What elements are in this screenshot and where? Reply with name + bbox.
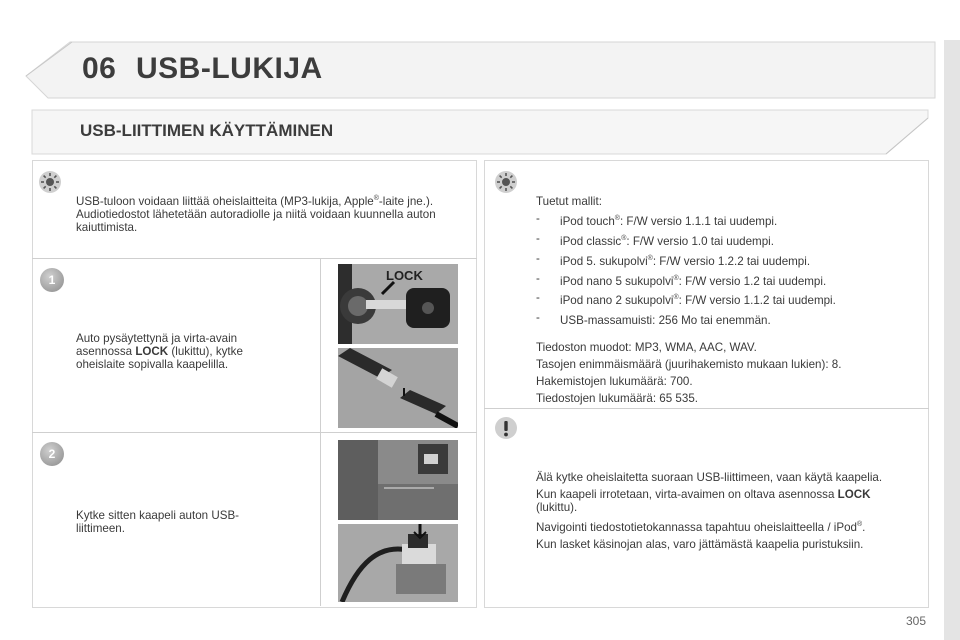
step-1-text [76, 332, 276, 371]
step-1-badge: 1 [40, 268, 64, 292]
dirs-text: Hakemistojen lukumäärä: 700. [536, 375, 693, 389]
list-dash: - [536, 251, 540, 265]
usb-cable-photo [338, 348, 458, 428]
model-item [536, 309, 916, 329]
warning-line-3 [536, 516, 921, 536]
model-sup: ® [614, 215, 620, 222]
model-name: USB-massamuisti: 256 Mo tai enemmän. [560, 314, 771, 328]
list-dash: - [536, 311, 540, 325]
warning-line-4: Kun lasket käsinojan alas, varo jättämästä kaapelia puristuksiin. [536, 537, 864, 551]
lock-label: LOCK [386, 268, 423, 283]
right-divider [484, 408, 929, 409]
warning-line-3-sup: ® [856, 521, 863, 528]
warning-line-3-pre: Navigointi tiedostotietokannassa tapahtuu oheislaitteella / iPod [536, 520, 857, 534]
list-dash: - [536, 271, 540, 285]
intro-text-post: -laite jne.). Audiotiedostot lähetetään autoradiolle ja niitä voidaan kuunnella auton kaiuttimista. [76, 194, 436, 234]
step-2-badge: 2 [40, 442, 64, 466]
intro-text-sup: ® [373, 195, 379, 202]
list-dash: - [536, 231, 540, 245]
model-name: iPod nano 5 sukupolvi [560, 274, 674, 288]
usb-port-photo [338, 524, 458, 602]
warning-line-2-bold: LOCK [837, 488, 871, 501]
intro-text-pre: USB-tuloon voidaan liittää oheislaitteita (MP3-lukija, Apple [76, 194, 374, 208]
model-sup: ® [673, 294, 679, 302]
model-name: iPod 5. sukupolvi [560, 254, 648, 268]
warning-icon [494, 416, 518, 440]
model-firmware: : F/W versio 1.2 tai uudempi. [678, 274, 827, 288]
files-text: Tiedostojen lukumäärä: 65 535. [536, 392, 698, 406]
model-item [536, 289, 916, 309]
model-item [536, 250, 916, 270]
warning-line-1: Älä kytke oheislaitetta suoraan USB-liittimeen, vaan käytä kaapelia. [536, 471, 883, 484]
warning-line-2-post: (lukittu). [536, 501, 578, 514]
model-name: iPod classic [560, 234, 622, 248]
model-list [536, 210, 916, 329]
info-lamp-icon-right [494, 170, 518, 194]
model-firmware: : F/W versio 1.1.1 tai uudempi. [619, 214, 778, 228]
step-1-text-bold: LOCK [135, 345, 169, 358]
model-sup: ® [673, 274, 679, 282]
section-title: USB-LIITTIMEN KÄYTTÄMINEN [80, 121, 334, 140]
list-dash: - [536, 212, 540, 225]
model-item [536, 230, 916, 250]
model-sup: ® [621, 234, 627, 242]
chapter-number: 06 [82, 52, 117, 85]
list-dash: - [536, 291, 540, 305]
step-1-text-post: (lukittu), kytke oheislaite sopivalla kaapelilla. [76, 345, 243, 371]
levels-text: Tasojen enimmäismäärä (juurihakemisto mukaan lukien): 8. [536, 358, 842, 372]
model-name: iPod nano 2 sukupolvi [560, 294, 674, 308]
model-firmware: : F/W versio 1.2.2 tai uudempi. [652, 254, 811, 268]
model-firmware: : F/W versio 1.0 tai uudempi. [626, 234, 774, 248]
formats-text: Tiedoston muodot: MP3, WMA, AAC, WAV. [536, 341, 757, 355]
model-sup: ® [647, 254, 653, 262]
chapter-title: USB-LUKIJA [136, 52, 323, 85]
info-lamp-icon [38, 170, 62, 194]
left-vline [320, 258, 321, 606]
page-edge-strip [944, 40, 960, 640]
warning-line-2 [536, 488, 921, 514]
step-1-text-pre: Auto pysäytettynä ja virta-avain asennossa [76, 332, 238, 358]
supported-models-block [536, 193, 916, 407]
step-2-text: Kytke sitten kaapeli auton USB-liittimeen. [76, 509, 240, 535]
warning-line-3-post: . [862, 520, 866, 534]
supported-title: Tuetut mallit: [536, 195, 602, 208]
left-divider-2 [32, 432, 477, 433]
page-number: 305 [905, 614, 926, 628]
left-divider-1 [32, 258, 477, 259]
model-item [536, 270, 916, 290]
model-item [536, 210, 916, 230]
model-firmware: : F/W versio 1.1.2 tai uudempi. [678, 294, 836, 308]
model-name: iPod touch [560, 214, 615, 228]
intro-text [76, 192, 448, 234]
warning-line-2-pre: Kun kaapeli irrotetaan, virta-avaimen on oltava asennossa [536, 488, 838, 501]
warning-block [536, 469, 921, 553]
armrest-photo [338, 440, 458, 520]
